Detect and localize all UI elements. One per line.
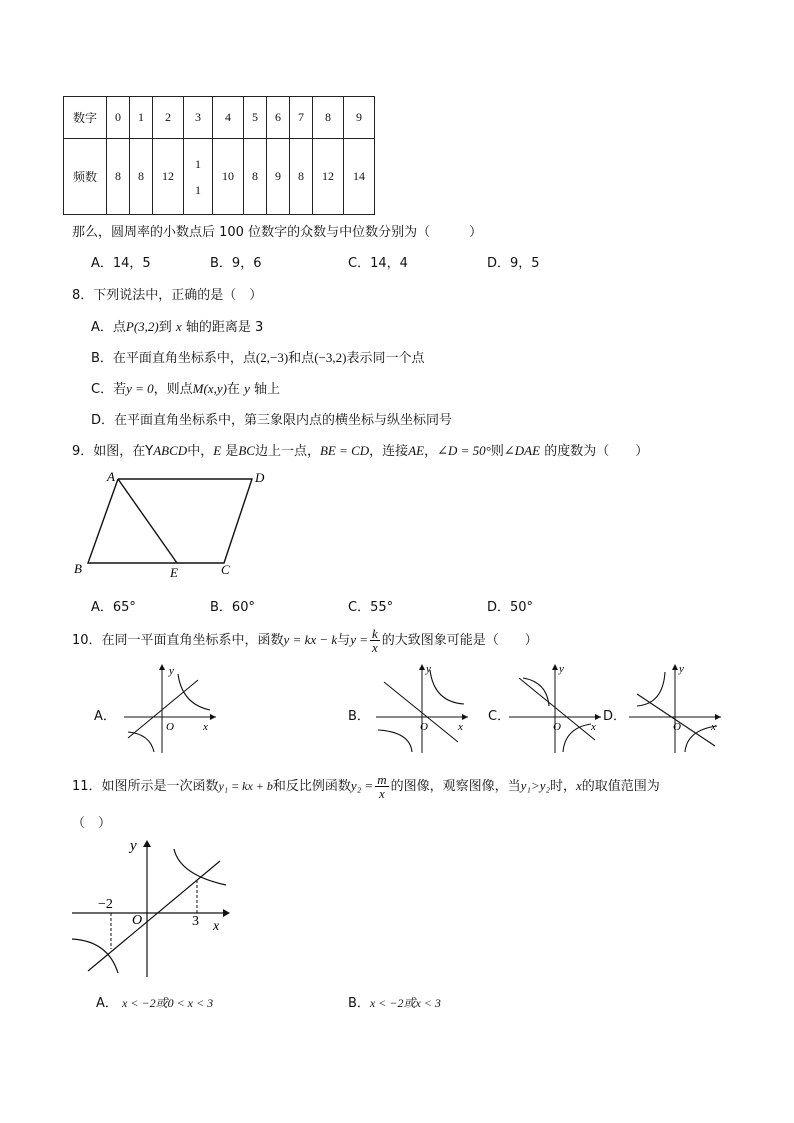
text: 的图像，观察图像，当 bbox=[390, 779, 521, 794]
vertex-label-a: A bbox=[107, 469, 115, 484]
text: 表示同一个点 bbox=[346, 351, 425, 366]
table-cell: 8 bbox=[107, 139, 130, 215]
math: (2,−3) bbox=[255, 350, 289, 365]
axis-x-label: x bbox=[591, 721, 596, 733]
table-cell: 9 bbox=[344, 97, 375, 139]
table-cell: 8 bbox=[313, 97, 344, 139]
table-cell: 0 bbox=[107, 97, 130, 139]
text: ，连接 bbox=[369, 444, 409, 459]
math: BE = CD bbox=[319, 443, 370, 458]
table-row bbox=[64, 97, 375, 139]
text: C．若 bbox=[91, 382, 127, 397]
origin-label: O bbox=[132, 913, 143, 928]
denominator: x bbox=[379, 786, 385, 801]
math: x < −2或x < 3 bbox=[369, 996, 441, 1010]
q9-option-b[interactable]: B．60° bbox=[210, 600, 255, 615]
text: 是 bbox=[225, 444, 239, 459]
q8-option-d[interactable]: D．在平面直角坐标系中，第三象限内点的横坐标与纵坐标同号 bbox=[91, 413, 453, 428]
text: 和反比例函数 bbox=[272, 779, 351, 794]
table-cell: 3 bbox=[184, 97, 213, 139]
text: 边上一点， bbox=[254, 444, 320, 459]
table-cell: 8 bbox=[244, 139, 267, 215]
fraction bbox=[375, 773, 388, 800]
table-header-freq: 频数 bbox=[64, 139, 107, 215]
axis-y-label: y bbox=[426, 663, 431, 675]
text: 和点 bbox=[288, 351, 315, 366]
math: y = bbox=[350, 632, 368, 647]
text: 10．在同一平面直角坐标系中，函数 bbox=[72, 633, 284, 648]
text: B．在平面直角坐标系中，点 bbox=[91, 351, 256, 366]
text: ， bbox=[424, 444, 438, 459]
text: 与 bbox=[337, 633, 351, 648]
origin-label: O bbox=[420, 721, 428, 733]
text: 轴的距离是 3 bbox=[185, 320, 264, 335]
q11-answer-paren: （ ） bbox=[72, 816, 112, 831]
text: 的取值范围为 bbox=[581, 779, 660, 794]
vertex-label-d: D bbox=[255, 470, 265, 485]
q10-option-a-label[interactable]: A． bbox=[94, 709, 116, 724]
text: 则 bbox=[490, 444, 504, 459]
math: ∠D = 50° bbox=[437, 443, 491, 458]
axis-x-label: x bbox=[203, 721, 208, 733]
vertex-label-c: C bbox=[221, 562, 230, 577]
parallelogram-figure bbox=[70, 465, 280, 585]
axis-y-label: y bbox=[130, 838, 137, 854]
math: E bbox=[213, 443, 222, 458]
text: 时， bbox=[550, 779, 577, 794]
q10-graph-a[interactable] bbox=[120, 660, 220, 755]
axis-x-label: x bbox=[458, 721, 463, 733]
q9-option-d[interactable]: D．50° bbox=[487, 600, 534, 615]
math: y₁ = kx + b bbox=[218, 779, 273, 793]
table-cell: 7 bbox=[290, 97, 313, 139]
q11-graph bbox=[68, 835, 238, 980]
math: x bbox=[576, 778, 582, 793]
table-cell: 5 bbox=[244, 97, 267, 139]
q10-option-d-label[interactable]: D． bbox=[603, 709, 627, 724]
origin-label: O bbox=[553, 721, 561, 733]
origin-label: O bbox=[673, 721, 681, 733]
math: ∠DAE bbox=[503, 443, 541, 458]
table-cell: 9 bbox=[267, 139, 290, 215]
table-cell-split bbox=[184, 139, 213, 215]
text: 11．如图所示是一次函数 bbox=[72, 779, 219, 794]
text: 的大致图象可能是（ ） bbox=[381, 633, 538, 648]
q9-option-a[interactable]: A．65° bbox=[91, 600, 136, 615]
axis-x-label: x bbox=[213, 919, 220, 934]
table-cell: 8 bbox=[130, 139, 153, 215]
text: A．点 bbox=[91, 320, 126, 335]
text: 中， bbox=[187, 444, 214, 459]
math: (−3,2) bbox=[314, 350, 347, 365]
q7-option-b[interactable]: B．9，6 bbox=[210, 256, 262, 271]
q9-stem bbox=[72, 440, 648, 459]
table-row bbox=[64, 139, 375, 215]
q10-graph-d[interactable] bbox=[625, 660, 725, 755]
math: P(3,2) bbox=[125, 319, 159, 334]
vertex-label-b: B bbox=[74, 561, 82, 576]
option-label: B． bbox=[348, 996, 370, 1011]
text: 轴上 bbox=[254, 382, 281, 397]
text: ，则点 bbox=[153, 382, 193, 397]
math: x < −2或0 < x < 3 bbox=[122, 996, 214, 1010]
option-label: A． bbox=[96, 996, 118, 1011]
q10-graph-c[interactable] bbox=[505, 660, 605, 755]
q11-option-b[interactable] bbox=[348, 992, 441, 1011]
tick-label-3: 3 bbox=[192, 914, 199, 929]
table-cell: 10 bbox=[213, 139, 244, 215]
q7-option-c[interactable]: C．14，4 bbox=[348, 256, 408, 271]
table-cell: 1 bbox=[130, 97, 153, 139]
math: y bbox=[244, 381, 250, 396]
q8-option-b[interactable] bbox=[91, 347, 424, 366]
numerator: k bbox=[371, 626, 378, 641]
math: M(x,y) bbox=[192, 381, 227, 396]
axis-y-label: y bbox=[679, 663, 684, 675]
frequency-table bbox=[63, 96, 375, 215]
q7-stem: 那么，圆周率的小数点后 100 位数字的众数与中位数分别为（ ） bbox=[72, 225, 483, 240]
math: y = 0 bbox=[126, 381, 154, 396]
q11-option-a[interactable] bbox=[96, 992, 213, 1011]
table-cell: 12 bbox=[153, 139, 184, 215]
q10-graph-b[interactable] bbox=[372, 660, 472, 755]
table-cell: 8 bbox=[290, 139, 313, 215]
q10-stem bbox=[72, 624, 538, 657]
math: y = kx − k bbox=[283, 632, 338, 647]
tick-label-neg2: −2 bbox=[98, 897, 113, 912]
q10-option-b-label[interactable]: B． bbox=[348, 709, 370, 724]
math: AE bbox=[408, 443, 425, 458]
table-cell: 12 bbox=[313, 139, 344, 215]
text: 的度数为（ ） bbox=[544, 444, 649, 459]
table-cell-top: 1 bbox=[195, 156, 201, 171]
math: x bbox=[175, 319, 182, 334]
origin-label: O bbox=[166, 721, 174, 733]
math: y₁>y₂ bbox=[520, 778, 550, 793]
text: 在 bbox=[226, 382, 240, 397]
table-header-digit: 数字 bbox=[64, 97, 107, 139]
denominator: x bbox=[371, 640, 378, 655]
q10-option-c-label[interactable]: C． bbox=[488, 709, 511, 724]
q11-stem bbox=[72, 770, 660, 803]
table-cell: 2 bbox=[153, 97, 184, 139]
math: y₂ = bbox=[350, 778, 374, 793]
q8-option-a[interactable] bbox=[91, 316, 263, 335]
text: 9．如图，在 bbox=[72, 444, 146, 459]
axis-y-label: y bbox=[559, 663, 564, 675]
numerator: m bbox=[377, 772, 387, 787]
q7-option-a[interactable]: A．14，5 bbox=[91, 256, 151, 271]
table-cell-bottom: 1 bbox=[195, 182, 201, 197]
vertex-label-e: E bbox=[170, 565, 178, 580]
table-cell: 14 bbox=[344, 139, 375, 215]
q7-option-d[interactable]: D．9，5 bbox=[487, 256, 540, 271]
axis-y-label: y bbox=[169, 665, 174, 677]
math: ABCD bbox=[153, 443, 188, 458]
parallelogram-symbol: Y bbox=[145, 444, 154, 459]
q9-option-c[interactable]: C．55° bbox=[348, 600, 394, 615]
math: BC bbox=[238, 443, 255, 458]
table-cell: 4 bbox=[213, 97, 244, 139]
q8-stem: 8．下列说法中，正确的是（ ） bbox=[72, 288, 263, 303]
table-cell: 6 bbox=[267, 97, 290, 139]
text: 到 bbox=[158, 320, 172, 335]
axis-x-label: x bbox=[711, 721, 716, 733]
q8-option-c[interactable] bbox=[91, 378, 280, 397]
fraction bbox=[370, 627, 380, 654]
